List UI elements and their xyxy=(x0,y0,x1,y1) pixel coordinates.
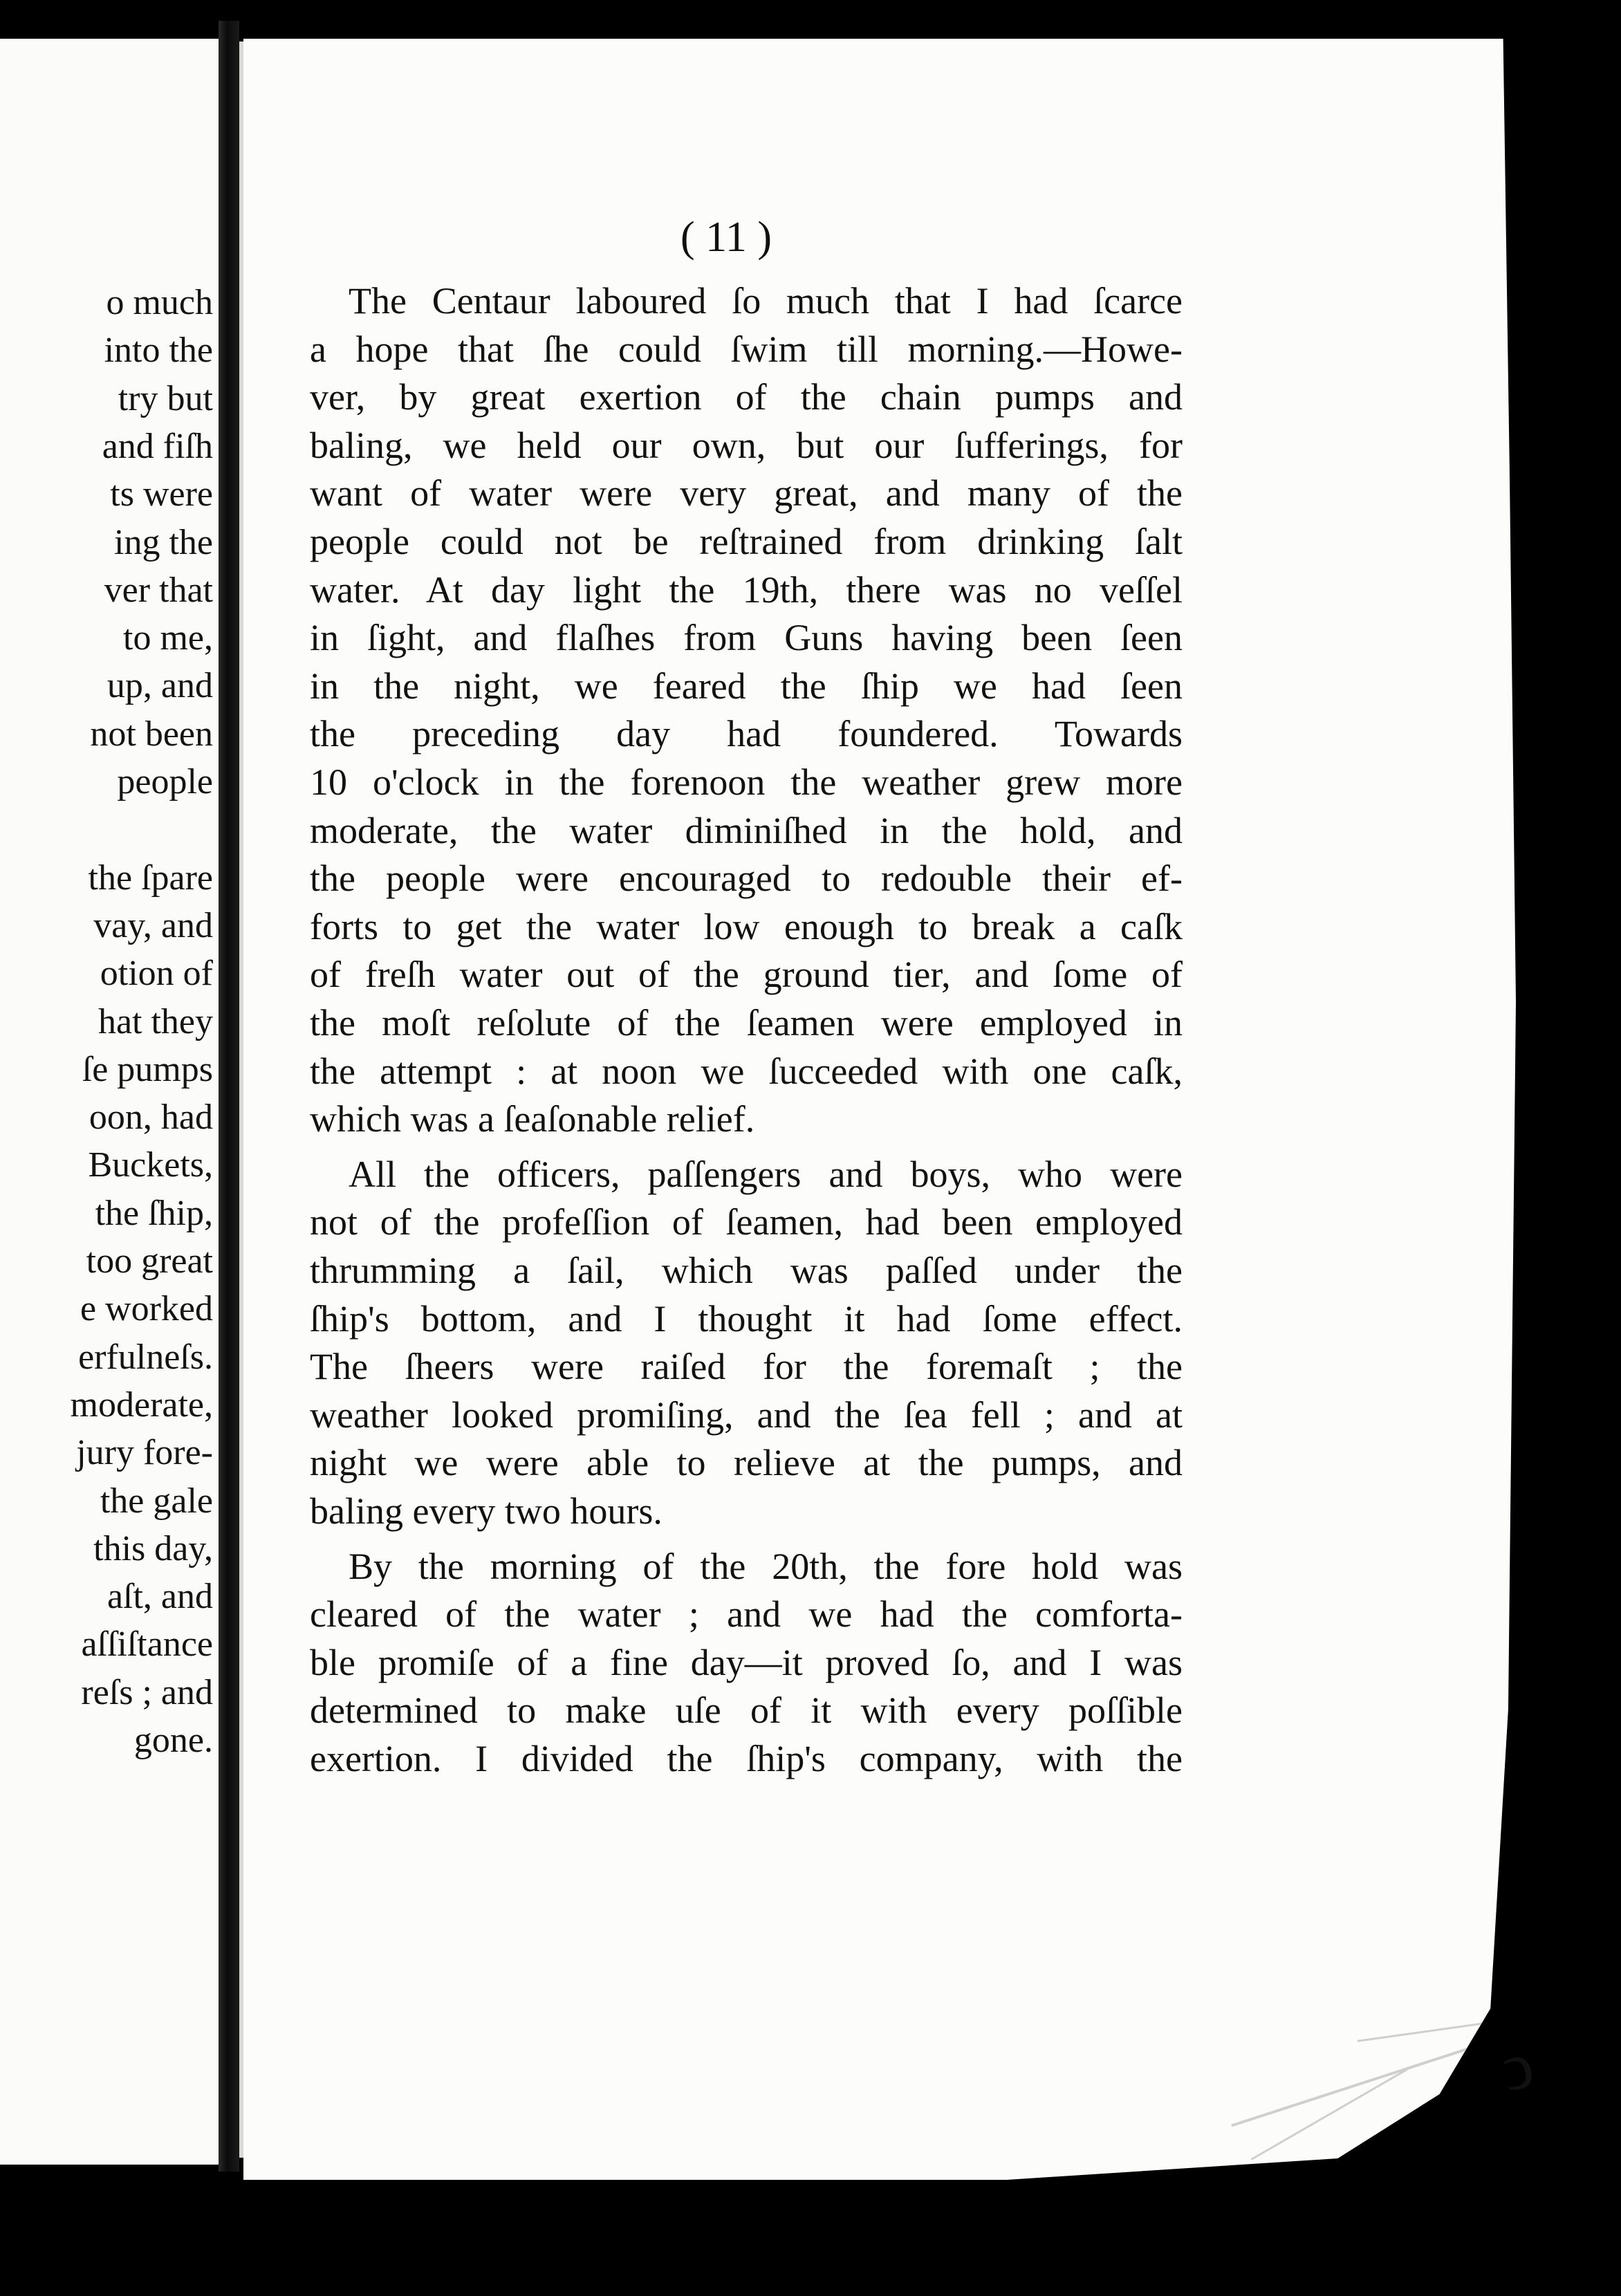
body-line: the attempt : at noon we ſucceeded with one caſk, xyxy=(310,1050,1183,1092)
facing-page-line: the ſhip, xyxy=(95,1193,213,1233)
body-line: exertion. I divided the ſhip's company, with the xyxy=(310,1738,1183,1779)
body-line: thrumming a ſail, which was paſſed under the xyxy=(310,1250,1183,1291)
facing-page-line: ts were xyxy=(110,474,213,515)
body-line: All the officers, paſſengers and boys, who were xyxy=(349,1153,1183,1195)
facing-page-line: to me, xyxy=(123,618,213,658)
body-line: ble promiſe of a fine day—it proved ſo, and I was xyxy=(310,1641,1183,1683)
facing-page-fragment xyxy=(0,39,219,2165)
facing-page-line: jury fore- xyxy=(76,1433,213,1473)
body-line: The Centaur laboured ſo much that I had ſcarce xyxy=(349,280,1183,322)
body-line: baling, we held our own, but our ſufferings, for xyxy=(310,424,1183,466)
body-line: baling every two hours. xyxy=(310,1490,663,1532)
body-line: ſhip's bottom, and I thought it had ſome effect. xyxy=(310,1297,1183,1340)
facing-page-line: e worked xyxy=(80,1289,213,1329)
body-line: people could not be reſtrained from drinking ſalt xyxy=(310,521,1183,562)
page-tear xyxy=(1251,2068,1408,2160)
facing-page-line: try but xyxy=(118,378,213,418)
facing-page-line: and fiſh xyxy=(102,426,213,466)
facing-page-line: vay, and xyxy=(93,905,213,945)
facing-page-line: the ſpare xyxy=(88,858,213,898)
body-line: a hope that ſhe could ſwim till morning.—Howe- xyxy=(310,328,1183,370)
facing-page-line: people xyxy=(117,762,213,802)
page-tear xyxy=(1358,2021,1494,2042)
body-line: forts to get the water low enough to break a caſk xyxy=(310,905,1183,947)
body-line: the moſt reſolute of the ſeamen were employed in xyxy=(310,1002,1183,1044)
body-line: determined to make uſe of it with every poſſible xyxy=(310,1689,1183,1732)
body-line: water. At day light the 19th, there was no veſſel xyxy=(310,568,1183,611)
facing-page-line: gone. xyxy=(133,1721,213,1760)
facing-page-line: the gale xyxy=(100,1481,213,1521)
page-tear xyxy=(1231,2047,1469,2127)
body-line: the preceding day had foundered. Towards xyxy=(310,713,1183,755)
facing-page-line: Buckets, xyxy=(88,1145,213,1185)
facing-page-line: up, and xyxy=(106,666,213,706)
facing-page-line: ing the xyxy=(114,522,213,562)
body-line: night we were able to relieve at the pumps, and xyxy=(310,1442,1183,1484)
body-line: of freſh water out of the ground tier, and ſome of xyxy=(310,954,1183,996)
body-line: By the morning of the 20th, the fore hold was xyxy=(349,1545,1183,1587)
body-line: the people were encouraged to redouble their ef- xyxy=(310,858,1183,900)
page-edge xyxy=(239,41,243,2158)
facing-page-line: otion of xyxy=(100,954,213,994)
facing-page-line: o much xyxy=(106,283,213,322)
facing-page-line: aſſiſtance xyxy=(81,1624,213,1665)
facing-page-line: too great xyxy=(86,1241,213,1281)
body-line: in ſight, and flaſhes from Guns having been ſeen xyxy=(310,617,1183,659)
body-line: moderate, the water diminiſhed in the hold, and xyxy=(310,809,1183,851)
page-number: ( 11 ) xyxy=(680,214,772,261)
facing-page-line: ſe pumps xyxy=(82,1049,213,1089)
body-line: weather looked promiſing, and the ſea fell ; and at xyxy=(310,1394,1183,1436)
facing-page-line: moderate, xyxy=(70,1385,213,1425)
body-line: The ſheers were raiſed for the foremaſt ; the xyxy=(310,1346,1183,1388)
facing-page-line: into the xyxy=(104,331,213,371)
facing-page-line: this day, xyxy=(93,1528,213,1568)
facing-page-line: oon, had xyxy=(89,1098,213,1138)
body-line: in the night, we feared the ſhip we had ſeen xyxy=(310,665,1183,707)
facing-page-line: reſs ; and xyxy=(81,1672,213,1712)
body-line: 10 o'clock in the forenoon the weather grew more xyxy=(310,761,1183,803)
body-line: ver, by great exertion of the chain pumps and xyxy=(310,376,1183,418)
body-line: cleared of the water ; and we had the comforta- xyxy=(310,1593,1183,1636)
body-line: which was a ſeaſonable relief. xyxy=(310,1098,755,1140)
facing-page-line: aſt, and xyxy=(106,1577,213,1617)
facing-page-line: ver that xyxy=(104,570,213,610)
book-gutter xyxy=(219,21,239,2172)
body-line: want of water were very great, and many of the xyxy=(310,472,1183,515)
corner-ink-mark: ↄ xyxy=(1495,2026,1540,2106)
facing-page-line: hat they xyxy=(98,1001,213,1041)
facing-page-line: erfulneſs. xyxy=(78,1337,213,1377)
facing-page-line: not been xyxy=(90,714,213,754)
body-line: not of the profeſſion of ſeamen, had been employed xyxy=(310,1201,1183,1243)
